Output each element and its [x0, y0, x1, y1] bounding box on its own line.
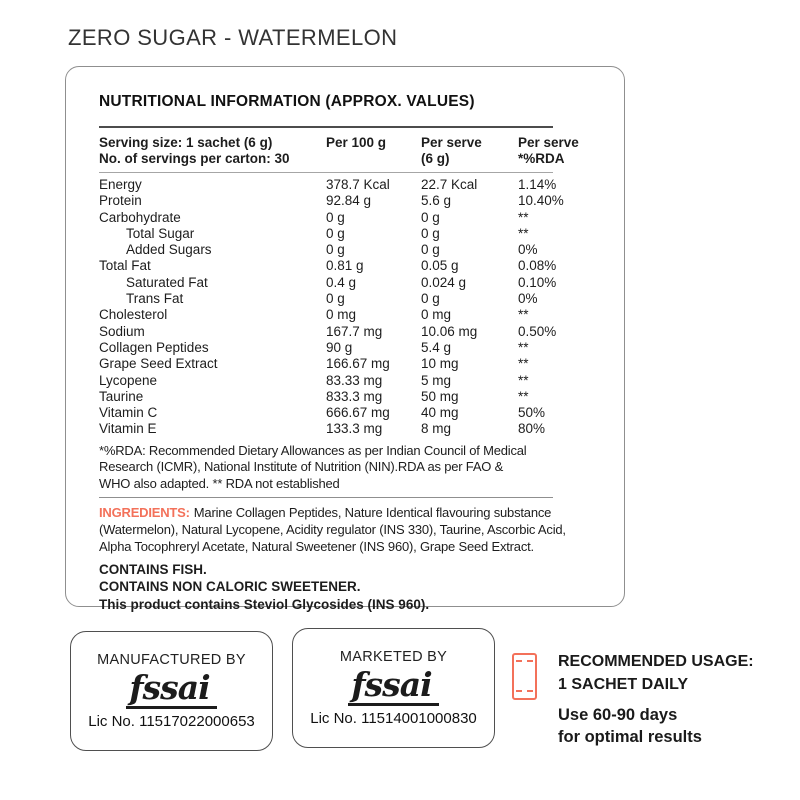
- table-row: [99, 291, 624, 307]
- value-rda: 0.10%: [518, 274, 557, 290]
- value-per-100g: 0.81 g: [326, 258, 364, 274]
- serving-info: [99, 135, 326, 167]
- value-per-serve: 0 g: [421, 209, 440, 225]
- value-rda: **: [518, 356, 529, 372]
- nutrient-label: Grape Seed Extract: [99, 356, 218, 372]
- value-per-100g: 83.33 mg: [326, 372, 383, 388]
- nutrient-label: Energy: [99, 177, 142, 192]
- manufacturer-license-number: Lic No. 11517022000653: [88, 713, 255, 731]
- nutrient-label: Sodium: [99, 323, 145, 339]
- column-header-rda: Per serve *%RDA: [518, 135, 579, 166]
- table-row: [99, 177, 624, 193]
- value-per-serve: 50 mg: [421, 388, 459, 404]
- table-row: [99, 356, 624, 372]
- value-per-serve: 40 mg: [421, 405, 459, 421]
- fssai-logo: fssai: [126, 670, 216, 709]
- value-per-100g: 0 g: [326, 242, 345, 258]
- table-row: [99, 275, 624, 291]
- table-row: [99, 421, 624, 437]
- rda-footnote: *%RDA: Recommended Dietary Allowances as per Indian Council of Medical Research (ICMR), National Institute of Nutrition (NIN).RDA as per FAO & WHO also adapted. ** RDA not established: [99, 442, 527, 491]
- value-rda: **: [518, 225, 529, 241]
- value-per-100g: 92.84 g: [326, 193, 372, 209]
- non-caloric-sweetener-statement: CONTAINS NON CALORIC SWEETENER.: [99, 579, 361, 595]
- value-per-100g: 666.67 mg: [326, 405, 390, 421]
- value-per-100g: 133.3 mg: [326, 421, 383, 437]
- value-per-serve: 10 mg: [421, 356, 459, 372]
- value-per-100g: 0 g: [326, 225, 345, 241]
- steviol-glycosides-statement: This product contains Steviol Glycosides (INS 960).: [99, 596, 430, 612]
- ingredients-text: Marine Collagen Peptides, Nature Identical flavouring substance: [193, 504, 552, 520]
- column-header-per-serve: Per serve (6 g): [421, 135, 482, 166]
- fssai-logo: fssai: [348, 667, 438, 706]
- nutrient-label: Total Fat: [99, 258, 151, 274]
- value-per-serve: 0.05 g: [421, 258, 459, 274]
- table-row: [99, 307, 624, 323]
- page-title: ZERO SUGAR - WATERMELON: [68, 25, 398, 50]
- table-row: [99, 389, 624, 405]
- marketed-by-box: [292, 628, 495, 748]
- table-row: [99, 258, 624, 274]
- nutrient-label: Trans Fat: [126, 291, 184, 307]
- value-per-100g: 166.67 mg: [326, 356, 390, 372]
- value-rda: 50%: [518, 405, 546, 421]
- value-per-100g: 0.4 g: [326, 274, 357, 290]
- table-header-row: [99, 128, 624, 172]
- table-row: [99, 405, 624, 421]
- allergen-statements: [99, 561, 624, 614]
- value-rda: 0%: [518, 242, 538, 258]
- value-per-serve: 10.06 mg: [421, 323, 478, 339]
- value-rda: 10.40%: [518, 193, 564, 209]
- table-row: [99, 242, 624, 258]
- nutrient-label: Protein: [99, 193, 142, 209]
- manufactured-by-heading: MANUFACTURED BY: [97, 651, 246, 668]
- nutrition-panel: [65, 66, 625, 612]
- usage-heading: RECOMMENDED USAGE:: [558, 653, 754, 670]
- table-row: [99, 193, 624, 209]
- ingredients-text: Alpha Tocophreryl Acetate, Natural Sweetener (INS 960), Grape Seed Extract.: [99, 538, 534, 554]
- ingredients-section: [99, 504, 624, 555]
- value-per-100g: 0 g: [326, 291, 345, 307]
- value-rda: 80%: [518, 421, 546, 437]
- value-per-serve: 0 g: [421, 242, 440, 258]
- divider: [99, 497, 553, 498]
- contains-fish-statement: CONTAINS FISH.: [99, 561, 207, 577]
- nutrient-label: Vitamin E: [99, 421, 157, 437]
- column-header-per-100g: Per 100 g: [326, 135, 387, 150]
- value-per-100g: 833.3 mg: [326, 388, 383, 404]
- value-per-serve: 5 mg: [421, 372, 452, 388]
- nutrient-label: Cholesterol: [99, 307, 168, 323]
- value-rda: 0.50%: [518, 323, 557, 339]
- nutrient-label: Total Sugar: [126, 225, 195, 241]
- value-per-serve: 0.024 g: [421, 274, 467, 290]
- nutrient-label: Saturated Fat: [126, 274, 208, 290]
- ingredients-text: (Watermelon), Natural Lycopene, Acidity regulator (INS 330), Taurine, Ascorbic Acid,: [99, 521, 566, 537]
- table-row: [99, 210, 624, 226]
- usage-duration: Use 60-90 days: [558, 706, 678, 724]
- value-per-serve: 0 g: [421, 291, 440, 307]
- nutrition-table-body: [99, 173, 624, 440]
- marketer-license-number: Lic No. 11514001000830: [310, 710, 477, 728]
- value-per-serve: 5.6 g: [421, 193, 452, 209]
- nutrient-label: Added Sugars: [126, 242, 212, 258]
- value-per-serve: 5.4 g: [421, 339, 452, 355]
- recommended-usage-section: [558, 650, 754, 748]
- value-rda: 1.14%: [518, 177, 557, 192]
- table-row: [99, 373, 624, 389]
- table-row: [99, 340, 624, 356]
- usage-duration-note: for optimal results: [558, 728, 702, 746]
- serving-size: Serving size: 1 sachet (6 g): [99, 135, 273, 150]
- value-rda: **: [518, 307, 529, 323]
- nutrition-panel-heading: NUTRITIONAL INFORMATION (APPROX. VALUES): [99, 93, 475, 110]
- value-rda: **: [518, 339, 529, 355]
- value-per-serve: 0 g: [421, 225, 440, 241]
- value-per-100g: 378.7 Kcal: [326, 177, 390, 192]
- value-rda: **: [518, 388, 529, 404]
- value-per-100g: 167.7 mg: [326, 323, 383, 339]
- value-per-100g: 0 mg: [326, 307, 357, 323]
- value-per-serve: 22.7 Kcal: [421, 177, 478, 192]
- ingredients-label: INGREDIENTS:: [99, 504, 190, 520]
- value-rda: **: [518, 209, 529, 225]
- value-rda: **: [518, 372, 529, 388]
- usage-dosage: 1 SACHET DAILY: [558, 676, 689, 693]
- servings-per-carton: No. of servings per carton: 30: [99, 151, 290, 166]
- nutrient-label: Lycopene: [99, 372, 158, 388]
- value-per-serve: 0 mg: [421, 307, 452, 323]
- sachet-icon: [512, 653, 537, 700]
- table-row: [99, 226, 624, 242]
- nutrient-label: Collagen Peptides: [99, 339, 209, 355]
- nutrient-label: Carbohydrate: [99, 209, 181, 225]
- table-row: [99, 324, 624, 340]
- nutrient-label: Taurine: [99, 388, 144, 404]
- nutrient-label: Vitamin C: [99, 405, 158, 421]
- marketed-by-heading: MARKETED BY: [339, 648, 448, 665]
- value-per-100g: 90 g: [326, 339, 353, 355]
- value-rda: 0.08%: [518, 258, 557, 274]
- value-per-serve: 8 mg: [421, 421, 452, 437]
- value-rda: 0%: [518, 291, 538, 307]
- value-per-100g: 0 g: [326, 209, 345, 225]
- manufactured-by-box: [70, 631, 273, 751]
